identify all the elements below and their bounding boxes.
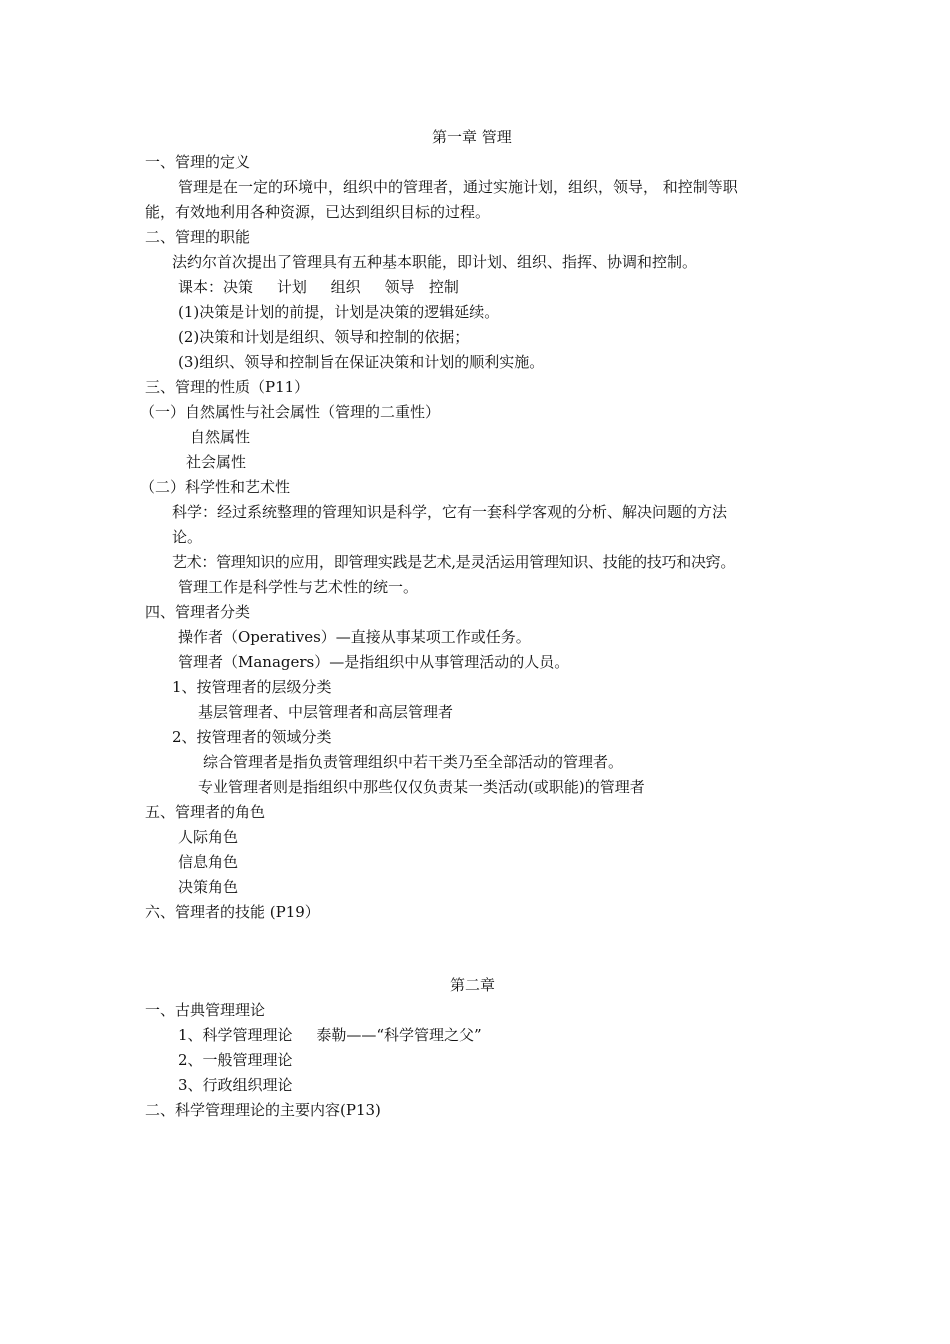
paragraph-line: 课本：决策 计划 组织 领导 控制 xyxy=(178,278,459,296)
list-item: 2、一般管理理论 xyxy=(178,1051,293,1069)
paragraph-line: 自然属性 xyxy=(190,428,251,446)
paragraph-line: 管理是在一定的环境中，组织中的管理者，通过实施计划，组织，领导， 和控制等职 xyxy=(178,178,738,196)
paragraph-line: 人际角色 xyxy=(178,828,239,846)
paragraph-line: 专业管理者则是指组织中那些仅仅负责某一类活动(或职能)的管理者 xyxy=(198,778,645,796)
subsection-heading: （二）科学性和艺术性 xyxy=(140,478,291,496)
chapter2-title: 第二章 xyxy=(450,976,496,994)
paragraph-line: 论。 xyxy=(172,528,203,546)
section-heading: 五、管理者的角色 xyxy=(145,803,266,821)
list-item: 1、科学管理理论 泰勒——“科学管理之父” xyxy=(178,1026,482,1044)
paragraph-line: 能，有效地利用各种资源，已达到组织目标的过程。 xyxy=(145,203,491,221)
paragraph-line: 决策角色 xyxy=(178,878,239,896)
subsection-heading: （一）自然属性与社会属性（管理的二重性） xyxy=(140,403,441,421)
paragraph-line: 艺术：管理知识的应用，即管理实践是艺术,是灵活运用管理知识、技能的技巧和决窍。 xyxy=(172,553,736,571)
list-item: (1)决策是计划的前提，计划是决策的逻辑延续。 xyxy=(178,303,500,321)
section-heading: 二、管理的职能 xyxy=(145,228,251,246)
chapter1-title: 第一章 管理 xyxy=(432,128,512,146)
section-heading: 六、管理者的技能 (P19） xyxy=(145,903,320,921)
list-item: 2、按管理者的领域分类 xyxy=(172,728,332,746)
paragraph-line: 法约尔首次提出了管理具有五种基本职能，即计划、组织、指挥、协调和控制。 xyxy=(172,253,698,271)
list-item: (3)组织、领导和控制旨在保证决策和计划的顺利实施。 xyxy=(178,353,545,371)
paragraph-line: 基层管理者、中层管理者和高层管理者 xyxy=(198,703,454,721)
section-heading: 一、管理的定义 xyxy=(145,153,251,171)
section-heading: 三、管理的性质（P11） xyxy=(145,378,310,396)
paragraph-line: 管理工作是科学性与艺术性的统一。 xyxy=(178,578,419,596)
paragraph-line: 科学：经过系统整理的管理知识是科学，它有一套科学客观的分析、解决问题的方法 xyxy=(172,503,728,521)
section-heading: 一、古典管理理论 xyxy=(145,1001,266,1019)
list-item: 3、行政组织理论 xyxy=(178,1076,293,1094)
paragraph-line: 社会属性 xyxy=(186,453,247,471)
paragraph-line: 管理者（Managers）—是指组织中从事管理活动的人员。 xyxy=(178,653,570,671)
paragraph-line: 操作者（Operatives）—直接从事某项工作或任务。 xyxy=(178,628,531,646)
paragraph-line: 信息角色 xyxy=(178,853,239,871)
list-item: 1、按管理者的层级分类 xyxy=(172,678,332,696)
paragraph-line: 综合管理者是指负责管理组织中若干类乃至全部活动的管理者。 xyxy=(203,753,624,771)
list-item: (2)决策和计划是组织、领导和控制的依据； xyxy=(178,328,470,346)
section-heading: 四、管理者分类 xyxy=(145,603,251,621)
section-heading: 二、科学管理理论的主要内容(P13) xyxy=(145,1101,381,1119)
